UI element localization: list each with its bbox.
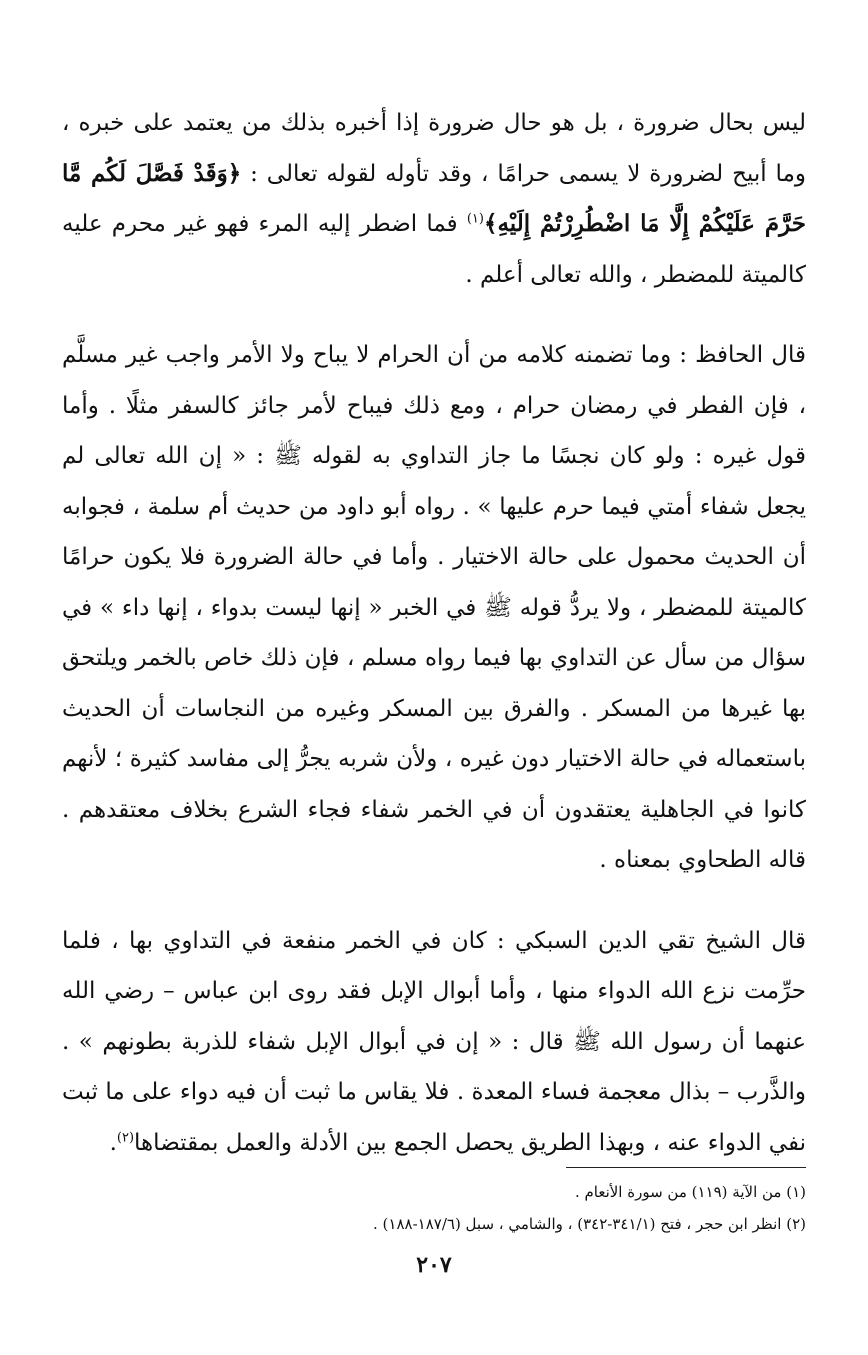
page-body (62, 98, 806, 1168)
footnote-divider (566, 1167, 806, 1168)
footnote-2: (٢) انظر ابن حجر ، فتح (٣٤١/١-٣٤٢) ، والشامي ، سبل (١٨٧/٦-١٨٨) . (373, 1215, 806, 1233)
paragraph-1-line-1: ليس بحال ضرورة ، بل هو حال ضرورة إذا أخبره بذلك من يعتمد على خبره ، (62, 110, 806, 136)
page-number: ٢٠٧ (416, 1252, 452, 1278)
paragraph-3-end: . (109, 1129, 117, 1156)
footnote-ref-2[interactable]: (٢) (116, 1129, 135, 1145)
paragraph-2 (62, 330, 806, 886)
paragraph-2-text: قال الحافظ : وما تضمنه كلامه من أن الحرام لا يباح ولا الأمر واجب غير مسلَّم ، فإن الفطر في رمضان حرام ، ومع ذلك فيباح لأمر جائز كالسفر مثلًا . وأما قول غيره : ولو كان نجسًا ما جاز التداوي به لقوله ﷺ : « إن الله تعالى لم يجعل شفاء أمتي فيما حرم عليها » . رواه أبو داود من حديث أم سلمة ، فجوابه أن الحديث محمول على حالة الاختيار . وأما في حالة الضرورة فلا يكون حرامًا كالميتة للمضطر ، ولا يردُّ قوله ﷺ في الخبر « إنها ليست بدواء ، إنها داء » في سؤال من سأل عن التداوي بها فيما رواه مسلم ، فإن ذلك خاص بالخمر ويلتحق بها غيرها من المسكر . والفرق بين المسكر وغيره من النجاسات أن الحديث باستعماله في حالة الاختيار دون غيره ، ولأن شربه يجرُّ إلى مفاسد كثيرة ؛ لأنهم كانوا في الجاهلية يعتقدون أن في الخمر شفاء فجاء الشرع بخلاف معتقدهم . قاله الطحاوي بمعناه . (62, 342, 806, 873)
quran-verse: ﴿وَقَدْ فَصَّلَ لَكُم مَّا حَرَّمَ عَلَيْكُمْ إِلَّا مَا اضْطُرِرْتُمْ إِلَيْهِ﴾ (62, 159, 807, 237)
paragraph-3 (62, 916, 806, 1169)
footnote-1: (١) من الآية (١١٩) من سورة الأنعام . (574, 1183, 806, 1201)
paragraph-1 (62, 98, 806, 300)
footnotes (62, 1176, 806, 1240)
paragraph-1-line-2: وما أبيح لضرورة لا يسمى حرامًا ، وقد تأوله لقوله تعالى : (241, 160, 806, 187)
paragraph-3-text: قال الشيخ تقي الدين السبكي : كان في الخمر منفعة في التداوي بها ، فلما حرِّمت نزع الله الدواء منها ، وأما أبوال الإبل فقد روى ابن عباس – رضي الله عنهما أن رسول الله ﷺ قال : « إن في أبوال الإبل شفاء للذربة بطونهم » . والذَّرب – بذال معجمة فساء المعدة . فلا يقاس ما ثبت أن فيه دواء على ما ثبت نفي الدواء عنه ، وبهذا الطريق يحصل الجمع بين الأدلة والعمل بمقتضاها (62, 927, 806, 1156)
paragraph-1-conclusion: فما اضطر إليه المرء فهو غير محرم عليه كالميتة للمضطر ، والله تعالى أعلم . (62, 211, 806, 288)
footnote-ref-1[interactable]: (١) (466, 211, 484, 227)
